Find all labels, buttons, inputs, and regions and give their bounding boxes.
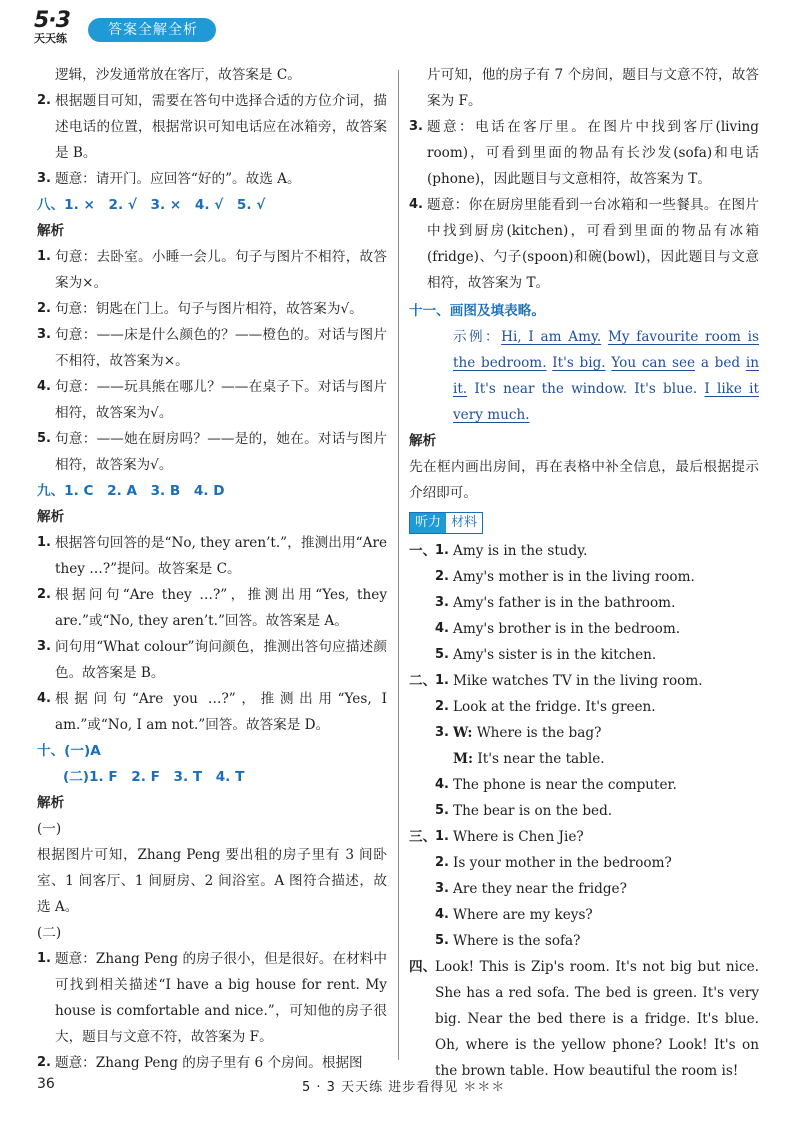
analysis-item — [37, 686, 387, 738]
item-number: 1. — [37, 951, 51, 966]
listening-section-3 — [409, 824, 759, 850]
listening-section-2 — [409, 668, 759, 694]
item-text: Amy's sister is in the kitchen. — [453, 647, 657, 663]
right-column — [409, 62, 759, 1084]
list-item — [409, 772, 759, 798]
item-text: 根据问句“Are they …?”，推测出用“Yes, they are.”或“No, they aren’t.”回答。故答案是 A。 — [55, 587, 387, 629]
item-number: 5. — [435, 933, 449, 948]
item-number: 3. — [37, 639, 51, 654]
list-item — [409, 850, 759, 876]
list-item — [409, 642, 759, 668]
item-number: 2. — [37, 1055, 51, 1070]
item-number: 1. — [435, 829, 449, 844]
example-label: 示例： — [453, 329, 502, 345]
analysis-item — [37, 946, 387, 1050]
list-item — [435, 824, 759, 850]
analysis-item — [409, 114, 759, 192]
item-text: 根据问句“Are you …?”，推测出用“Yes, I am.”或“No, I am not.”回答。故答案是 D。 — [55, 691, 387, 733]
item-number: 1. — [37, 535, 51, 550]
dialogue-line-w — [453, 720, 759, 746]
material-tag-label: 材料 — [451, 515, 478, 530]
item-number: 2. — [435, 569, 449, 584]
example-blank-2: My favourite room is the bedroom. — [453, 329, 759, 371]
item-text: 题意：你在厨房里能看到一台冰箱和一些餐具。在图片中找到厨房(kitchen)，可看到里面的物品有冰箱(fridge)、勺子(spoon)和碗(bowl)，因此题目与文意相符，故答案为 T。 — [427, 197, 759, 291]
analysis-continued: 片可知，他的房子有 7 个房间，题目与文意不符，故答案为 F。 — [427, 67, 759, 109]
left-column — [37, 62, 387, 1076]
section-label: 四、 — [409, 959, 437, 975]
item-number: 2. — [37, 587, 51, 602]
logo-sub: 天天练 — [34, 32, 67, 45]
item-text: Mike watches TV in the living room. — [453, 673, 703, 689]
logo-main: 5·3 — [34, 8, 70, 33]
speaker-w: W: — [453, 725, 473, 741]
item-number: 5. — [435, 803, 449, 818]
section-label: 一、 — [409, 543, 437, 559]
answer-line: 逻辑，沙发通常放在客厅，故答案是 C。 — [55, 67, 301, 83]
item-text: 根据题目可知，需要在答句中选择合适的方位介词，描述电话的位置，根据常识可知电话应在冰箱旁，故答案是 B。 — [55, 93, 387, 161]
list-item — [409, 590, 759, 616]
analysis-item — [37, 322, 387, 374]
list-item — [409, 876, 759, 902]
analysis-paragraph: 根据图片可知，Zhang Peng 要出租的房子里有 3 间卧室、1 间客厅、1 间厨房、2 间浴室。A 图符合描述，故选 A。 — [37, 847, 387, 915]
analysis-paragraph: 先在框内画出房间，再在表格中补全信息，最后根据提示介绍即可。 — [409, 459, 759, 501]
example-blank-5: in it. — [453, 355, 759, 397]
analysis-item — [37, 426, 387, 478]
list-item — [409, 694, 759, 720]
dialogue-line-m — [409, 746, 759, 772]
item-number: 5. — [435, 647, 449, 662]
item-number: 4. — [435, 621, 449, 636]
item-text: Where are my keys? — [453, 907, 593, 923]
analysis-heading: 解析 — [37, 509, 65, 525]
analysis-item — [37, 582, 387, 634]
dialogue-text: It's near the table. — [473, 751, 605, 767]
item-text: 题意：电话在客厅里。在图片中找到客厅(living room)，可看到里面的物品有长沙发(sofa)和电话(phone)，因此题目与文意相符，故答案为 T。 — [427, 119, 759, 187]
section-badge: 答案全解全析 — [88, 18, 216, 42]
item-text: The phone is near the computer. — [453, 777, 677, 793]
analysis-item — [37, 1050, 387, 1076]
answer-key-10a: 十、(一)A — [37, 743, 101, 759]
analysis-item — [37, 530, 387, 582]
page-number: 36 — [37, 1076, 55, 1092]
column-divider — [398, 70, 399, 1060]
item-text: 根据答句回答的是“No, they aren’t.”，推测出用“Are they …?”提问。故答案是 C。 — [55, 535, 387, 577]
example-plain: a bed — [695, 355, 746, 371]
analysis-item — [37, 634, 387, 686]
example-blank-4: You can see — [611, 355, 696, 371]
list-item — [435, 538, 759, 564]
item-text: 句意：钥匙在门上。句子与图片相符，故答案为√。 — [55, 301, 363, 317]
list-item — [409, 798, 759, 824]
item-text: Is your mother in the bedroom? — [453, 855, 672, 871]
listening-tag-label: 听力 — [410, 513, 446, 533]
list-item — [409, 928, 759, 954]
answer-item — [37, 88, 387, 166]
item-text: 句意：——床是什么颜色的？——橙色的。对话与图片不相符，故答案为×。 — [55, 327, 387, 369]
item-text: Look at the fridge. It's green. — [453, 699, 656, 715]
list-item — [409, 564, 759, 590]
list-item — [409, 902, 759, 928]
example-text — [409, 324, 759, 428]
speaker-m: M: — [453, 751, 474, 767]
item-number: 2. — [37, 93, 51, 108]
item-number: 3. — [37, 327, 51, 342]
section-label: 三、 — [409, 829, 437, 845]
item-number: 4. — [409, 197, 423, 212]
analysis-item — [37, 374, 387, 426]
example-plain: It's near the window. It's blue. — [467, 381, 705, 397]
item-text: Amy is in the study. — [453, 543, 588, 559]
answer-item — [37, 166, 387, 192]
item-text: 问句用“What colour”询问颜色，推测出答句应描述颜色。故答案是 B。 — [55, 639, 387, 681]
analysis-heading: 解析 — [409, 433, 437, 449]
list-item — [409, 720, 759, 746]
item-text: Amy's mother is in the living room. — [453, 569, 695, 585]
item-number: 3. — [435, 881, 449, 896]
answer-key-11: 十一、画图及填表略。 — [409, 303, 545, 319]
item-number: 3. — [409, 119, 423, 134]
answer-key-10b: (二)1. F 2. F 3. T 4. T — [63, 769, 245, 785]
item-text: 句意：——玩具熊在哪儿？——在桌子下。对话与图片相符，故答案为√。 — [55, 379, 387, 421]
item-number: 4. — [435, 777, 449, 792]
brand-logo — [34, 10, 90, 46]
example-space — [601, 329, 608, 345]
analysis-item — [37, 244, 387, 296]
item-text: 题意：Zhang Peng 的房子很小，但是很好。在材料中可找到相关描述“I have a big house for rent. My house is comfortable and nice.”，可知他的房子很大，题目与文意不符，故答案为 F。 — [55, 951, 387, 1045]
item-number: 2. — [37, 301, 51, 316]
list-item — [409, 616, 759, 642]
item-text: Amy's brother is in the bedroom. — [453, 621, 681, 637]
item-number: 4. — [37, 379, 51, 394]
item-number: 3. — [435, 595, 449, 610]
item-text: Where is Chen Jie? — [453, 829, 584, 845]
section-label: 二、 — [409, 673, 437, 689]
item-number: 1. — [435, 543, 449, 558]
dialogue-text: Where is the bag? — [472, 725, 602, 741]
item-number: 2. — [435, 855, 449, 870]
answer-key-9: 九、1. C 2. A 3. B 4. D — [37, 483, 225, 499]
item-text: 句意：去卧室。小睡一会儿。句子与图片不相符，故答案为×。 — [55, 249, 387, 291]
analysis-heading: 解析 — [37, 223, 65, 239]
listening-material-tag — [409, 512, 483, 534]
analysis-item — [37, 296, 387, 322]
page-header — [34, 10, 774, 50]
item-text: The bear is on the bed. — [453, 803, 613, 819]
analysis-item — [409, 192, 759, 296]
item-text: 题意：Zhang Peng 的房子里有 6 个房间。根据图 — [55, 1055, 363, 1071]
answer-key-8: 八、1. × 2. √ 3. × 4. √ 5. √ — [37, 197, 266, 213]
item-text: 句意：——她在厨房吗？——是的，她在。对话与图片相符，故答案为√。 — [55, 431, 387, 473]
footer-slogan: 5 · 3 天天练 进步看得见 ＊＊＊ — [302, 1080, 506, 1095]
analysis-heading: 解析 — [37, 795, 65, 811]
item-text: Where is the sofa? — [453, 933, 581, 949]
list-item — [435, 668, 759, 694]
listening-section-4 — [409, 954, 759, 1084]
item-number: 1. — [37, 249, 51, 264]
part-label: (一) — [37, 821, 62, 837]
item-number: 3. — [435, 725, 449, 740]
listening-section-1 — [409, 538, 759, 564]
item-number: 4. — [435, 907, 449, 922]
item-text: Are they near the fridge? — [453, 881, 627, 897]
passage-text: Look! This is Zip's room. It's not big but nice. She has a red sofa. The bed is green. It's very big. Near the bed there is a fridge. It's blue. Oh, where is the yellow phone? Look! It's on the brown table. How beautiful the room is! — [435, 959, 759, 1079]
example-blank-1: Hi, I am Amy. — [501, 329, 602, 345]
item-number: 5. — [37, 431, 51, 446]
item-text: Amy's father is in the bathroom. — [453, 595, 676, 611]
part-label: (二) — [37, 925, 62, 941]
item-number: 2. — [435, 699, 449, 714]
item-number: 4. — [37, 691, 51, 706]
example-blank-6: I like it very much. — [453, 381, 759, 423]
item-text: 题意：请开门。应回答“好的”。故选 A。 — [55, 171, 301, 187]
item-number: 3. — [37, 171, 51, 186]
item-number: 1. — [435, 673, 449, 688]
example-blank-3: It's big. — [552, 355, 606, 371]
